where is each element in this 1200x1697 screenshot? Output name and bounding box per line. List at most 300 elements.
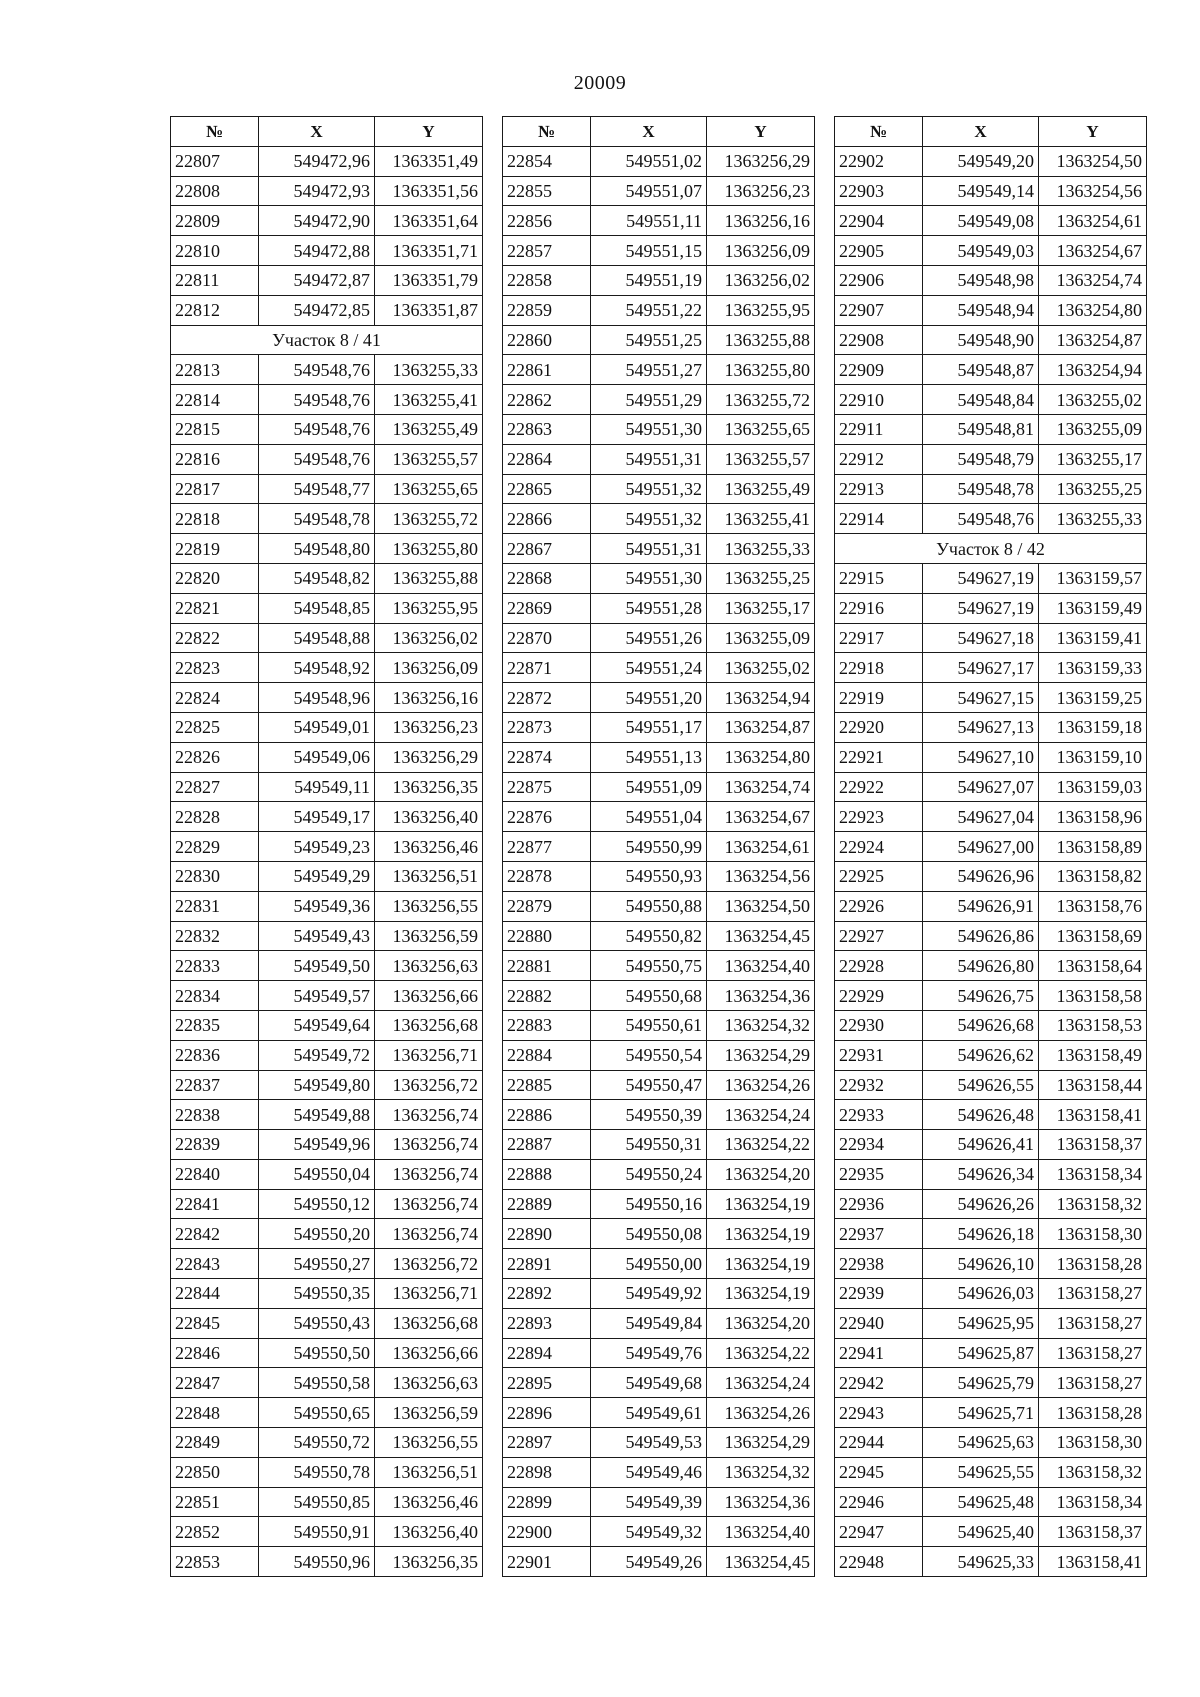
point-number-cell: 22840 bbox=[171, 1159, 259, 1189]
point-number-cell: 22893 bbox=[503, 1308, 591, 1338]
table-row bbox=[503, 1159, 815, 1189]
x-coordinate-cell: 549551,22 bbox=[591, 295, 707, 325]
point-number-cell: 22835 bbox=[171, 1010, 259, 1040]
table-row bbox=[835, 593, 1147, 623]
header-y: Y bbox=[707, 117, 815, 147]
x-coordinate-cell: 549549,11 bbox=[259, 772, 375, 802]
y-coordinate-cell: 1363254,74 bbox=[1039, 265, 1147, 295]
x-coordinate-cell: 549551,32 bbox=[591, 504, 707, 534]
y-coordinate-cell: 1363254,24 bbox=[707, 1100, 815, 1130]
table-row bbox=[171, 444, 483, 474]
table-row bbox=[503, 1100, 815, 1130]
y-coordinate-cell: 1363351,64 bbox=[375, 206, 483, 236]
y-coordinate-cell: 1363256,02 bbox=[375, 623, 483, 653]
table-row bbox=[171, 861, 483, 891]
point-number-cell: 22861 bbox=[503, 355, 591, 385]
y-coordinate-cell: 1363254,36 bbox=[707, 981, 815, 1011]
x-coordinate-cell: 549549,53 bbox=[591, 1428, 707, 1458]
x-coordinate-cell: 549550,08 bbox=[591, 1219, 707, 1249]
y-coordinate-cell: 1363255,65 bbox=[707, 414, 815, 444]
x-coordinate-cell: 549625,63 bbox=[923, 1428, 1039, 1458]
table-row bbox=[171, 474, 483, 504]
x-coordinate-cell: 549549,92 bbox=[591, 1279, 707, 1309]
header-y: Y bbox=[1039, 117, 1147, 147]
x-coordinate-cell: 549551,25 bbox=[591, 325, 707, 355]
table-row bbox=[171, 414, 483, 444]
point-number-cell: 22891 bbox=[503, 1249, 591, 1279]
table-row bbox=[503, 474, 815, 504]
x-coordinate-cell: 549551,15 bbox=[591, 236, 707, 266]
point-number-cell: 22841 bbox=[171, 1189, 259, 1219]
x-coordinate-cell: 549626,68 bbox=[923, 1010, 1039, 1040]
point-number-cell: 22884 bbox=[503, 1040, 591, 1070]
point-number-cell: 22911 bbox=[835, 414, 923, 444]
table-row bbox=[171, 295, 483, 325]
table-row bbox=[835, 146, 1147, 176]
table-row bbox=[503, 414, 815, 444]
point-number-cell: 22832 bbox=[171, 921, 259, 951]
point-number-cell: 22843 bbox=[171, 1249, 259, 1279]
x-coordinate-cell: 549551,28 bbox=[591, 593, 707, 623]
y-coordinate-cell: 1363159,18 bbox=[1039, 712, 1147, 742]
table-row bbox=[171, 1249, 483, 1279]
point-number-cell: 22895 bbox=[503, 1368, 591, 1398]
y-coordinate-cell: 1363254,67 bbox=[707, 802, 815, 832]
table-row bbox=[171, 832, 483, 862]
x-coordinate-cell: 549548,98 bbox=[923, 265, 1039, 295]
table-row bbox=[835, 1517, 1147, 1547]
table-row bbox=[503, 1010, 815, 1040]
x-coordinate-cell: 549626,75 bbox=[923, 981, 1039, 1011]
table-row bbox=[835, 861, 1147, 891]
x-coordinate-cell: 549626,91 bbox=[923, 891, 1039, 921]
point-number-cell: 22878 bbox=[503, 861, 591, 891]
y-coordinate-cell: 1363254,94 bbox=[1039, 355, 1147, 385]
x-coordinate-cell: 549627,00 bbox=[923, 832, 1039, 862]
x-coordinate-cell: 549627,10 bbox=[923, 742, 1039, 772]
point-number-cell: 22817 bbox=[171, 474, 259, 504]
y-coordinate-cell: 1363256,63 bbox=[375, 1368, 483, 1398]
x-coordinate-cell: 549548,76 bbox=[259, 444, 375, 474]
table-row bbox=[835, 1010, 1147, 1040]
x-coordinate-cell: 549551,31 bbox=[591, 534, 707, 564]
x-coordinate-cell: 549625,71 bbox=[923, 1398, 1039, 1428]
point-number-cell: 22857 bbox=[503, 236, 591, 266]
table-row bbox=[503, 1517, 815, 1547]
x-coordinate-cell: 549548,77 bbox=[259, 474, 375, 504]
point-number-cell: 22855 bbox=[503, 176, 591, 206]
y-coordinate-cell: 1363256,72 bbox=[375, 1249, 483, 1279]
point-number-cell: 22906 bbox=[835, 265, 923, 295]
x-coordinate-cell: 549548,94 bbox=[923, 295, 1039, 325]
y-coordinate-cell: 1363254,94 bbox=[707, 683, 815, 713]
x-coordinate-cell: 549549,36 bbox=[259, 891, 375, 921]
table-row bbox=[835, 921, 1147, 951]
table-row bbox=[503, 146, 815, 176]
table-row bbox=[503, 1398, 815, 1428]
table-row bbox=[503, 921, 815, 951]
section-title: Участок 8 / 41 bbox=[171, 325, 483, 355]
x-coordinate-cell: 549551,31 bbox=[591, 444, 707, 474]
y-coordinate-cell: 1363159,41 bbox=[1039, 623, 1147, 653]
point-number-cell: 22934 bbox=[835, 1130, 923, 1160]
table-row bbox=[503, 1279, 815, 1309]
y-coordinate-cell: 1363256,02 bbox=[707, 265, 815, 295]
point-number-cell: 22948 bbox=[835, 1547, 923, 1577]
x-coordinate-cell: 549626,03 bbox=[923, 1279, 1039, 1309]
table-row bbox=[503, 653, 815, 683]
y-coordinate-cell: 1363255,95 bbox=[707, 295, 815, 325]
y-coordinate-cell: 1363158,37 bbox=[1039, 1130, 1147, 1160]
y-coordinate-cell: 1363256,63 bbox=[375, 951, 483, 981]
point-number-cell: 22859 bbox=[503, 295, 591, 325]
x-coordinate-cell: 549549,03 bbox=[923, 236, 1039, 266]
y-coordinate-cell: 1363254,80 bbox=[1039, 295, 1147, 325]
x-coordinate-cell: 549550,27 bbox=[259, 1249, 375, 1279]
table-row bbox=[835, 1338, 1147, 1368]
y-coordinate-cell: 1363255,49 bbox=[707, 474, 815, 504]
point-number-cell: 22910 bbox=[835, 385, 923, 415]
point-number-cell: 22847 bbox=[171, 1368, 259, 1398]
point-number-cell: 22871 bbox=[503, 653, 591, 683]
table-row bbox=[835, 653, 1147, 683]
x-coordinate-cell: 549548,92 bbox=[259, 653, 375, 683]
point-number-cell: 22915 bbox=[835, 563, 923, 593]
point-number-cell: 22945 bbox=[835, 1457, 923, 1487]
table-row bbox=[171, 563, 483, 593]
y-coordinate-cell: 1363255,25 bbox=[1039, 474, 1147, 504]
x-coordinate-cell: 549627,07 bbox=[923, 772, 1039, 802]
point-number-cell: 22856 bbox=[503, 206, 591, 236]
table-row bbox=[835, 1040, 1147, 1070]
x-coordinate-cell: 549550,35 bbox=[259, 1279, 375, 1309]
table-row bbox=[171, 265, 483, 295]
x-coordinate-cell: 549550,65 bbox=[259, 1398, 375, 1428]
point-number-cell: 22925 bbox=[835, 861, 923, 891]
point-number-cell: 22866 bbox=[503, 504, 591, 534]
point-number-cell: 22842 bbox=[171, 1219, 259, 1249]
y-coordinate-cell: 1363254,36 bbox=[707, 1487, 815, 1517]
x-coordinate-cell: 549625,48 bbox=[923, 1487, 1039, 1517]
y-coordinate-cell: 1363256,71 bbox=[375, 1279, 483, 1309]
table-row bbox=[503, 325, 815, 355]
x-coordinate-cell: 549550,20 bbox=[259, 1219, 375, 1249]
y-coordinate-cell: 1363254,87 bbox=[1039, 325, 1147, 355]
x-coordinate-cell: 549551,09 bbox=[591, 772, 707, 802]
y-coordinate-cell: 1363256,09 bbox=[707, 236, 815, 266]
y-coordinate-cell: 1363158,27 bbox=[1039, 1338, 1147, 1368]
table-row bbox=[171, 1428, 483, 1458]
y-coordinate-cell: 1363159,49 bbox=[1039, 593, 1147, 623]
point-number-cell: 22930 bbox=[835, 1010, 923, 1040]
y-coordinate-cell: 1363256,68 bbox=[375, 1308, 483, 1338]
point-number-cell: 22850 bbox=[171, 1457, 259, 1487]
point-number-cell: 22845 bbox=[171, 1308, 259, 1338]
coordinate-table-2 bbox=[502, 116, 815, 1577]
y-coordinate-cell: 1363256,72 bbox=[375, 1070, 483, 1100]
table-row bbox=[503, 504, 815, 534]
y-coordinate-cell: 1363158,37 bbox=[1039, 1517, 1147, 1547]
point-number-cell: 22902 bbox=[835, 146, 923, 176]
x-coordinate-cell: 549625,33 bbox=[923, 1547, 1039, 1577]
x-coordinate-cell: 549548,80 bbox=[259, 534, 375, 564]
x-coordinate-cell: 549549,64 bbox=[259, 1010, 375, 1040]
point-number-cell: 22848 bbox=[171, 1398, 259, 1428]
point-number-cell: 22883 bbox=[503, 1010, 591, 1040]
y-coordinate-cell: 1363254,61 bbox=[707, 832, 815, 862]
x-coordinate-cell: 549550,16 bbox=[591, 1189, 707, 1219]
y-coordinate-cell: 1363256,68 bbox=[375, 1010, 483, 1040]
y-coordinate-cell: 1363254,26 bbox=[707, 1070, 815, 1100]
page-number: 20009 bbox=[573, 72, 627, 94]
x-coordinate-cell: 549549,50 bbox=[259, 951, 375, 981]
table-row bbox=[503, 444, 815, 474]
point-number-cell: 22931 bbox=[835, 1040, 923, 1070]
y-coordinate-cell: 1363158,76 bbox=[1039, 891, 1147, 921]
point-number-cell: 22874 bbox=[503, 742, 591, 772]
table-row bbox=[503, 861, 815, 891]
point-number-cell: 22913 bbox=[835, 474, 923, 504]
point-number-cell: 22852 bbox=[171, 1517, 259, 1547]
section-title: Участок 8 / 42 bbox=[835, 534, 1147, 564]
table-row bbox=[171, 921, 483, 951]
point-number-cell: 22833 bbox=[171, 951, 259, 981]
point-number-cell: 22905 bbox=[835, 236, 923, 266]
header-x: X bbox=[923, 117, 1039, 147]
table-row bbox=[171, 355, 483, 385]
y-coordinate-cell: 1363254,80 bbox=[707, 742, 815, 772]
table-row bbox=[835, 236, 1147, 266]
y-coordinate-cell: 1363158,32 bbox=[1039, 1189, 1147, 1219]
y-coordinate-cell: 1363255,02 bbox=[707, 653, 815, 683]
x-coordinate-cell: 549548,76 bbox=[259, 385, 375, 415]
table-row bbox=[171, 206, 483, 236]
point-number-cell: 22882 bbox=[503, 981, 591, 1011]
y-coordinate-cell: 1363256,35 bbox=[375, 772, 483, 802]
point-number-cell: 22810 bbox=[171, 236, 259, 266]
x-coordinate-cell: 549626,80 bbox=[923, 951, 1039, 981]
table-row bbox=[171, 772, 483, 802]
x-coordinate-cell: 549551,19 bbox=[591, 265, 707, 295]
x-coordinate-cell: 549548,76 bbox=[259, 414, 375, 444]
x-coordinate-cell: 549550,72 bbox=[259, 1428, 375, 1458]
x-coordinate-cell: 549627,19 bbox=[923, 563, 1039, 593]
y-coordinate-cell: 1363158,27 bbox=[1039, 1308, 1147, 1338]
y-coordinate-cell: 1363254,32 bbox=[707, 1010, 815, 1040]
x-coordinate-cell: 549549,76 bbox=[591, 1338, 707, 1368]
table-row bbox=[503, 534, 815, 564]
table-row bbox=[503, 1547, 815, 1577]
table-row bbox=[171, 1279, 483, 1309]
x-coordinate-cell: 549548,84 bbox=[923, 385, 1039, 415]
x-coordinate-cell: 549551,11 bbox=[591, 206, 707, 236]
y-coordinate-cell: 1363256,74 bbox=[375, 1219, 483, 1249]
y-coordinate-cell: 1363256,23 bbox=[375, 712, 483, 742]
x-coordinate-cell: 549549,96 bbox=[259, 1130, 375, 1160]
point-number-cell: 22868 bbox=[503, 563, 591, 593]
table-row bbox=[503, 623, 815, 653]
y-coordinate-cell: 1363256,16 bbox=[375, 683, 483, 713]
point-number-cell: 22900 bbox=[503, 1517, 591, 1547]
table-row bbox=[171, 802, 483, 832]
x-coordinate-cell: 549625,79 bbox=[923, 1368, 1039, 1398]
y-coordinate-cell: 1363255,33 bbox=[707, 534, 815, 564]
point-number-cell: 22824 bbox=[171, 683, 259, 713]
table-row bbox=[835, 414, 1147, 444]
point-number-cell: 22858 bbox=[503, 265, 591, 295]
x-coordinate-cell: 549551,32 bbox=[591, 474, 707, 504]
y-coordinate-cell: 1363254,26 bbox=[707, 1398, 815, 1428]
y-coordinate-cell: 1363255,49 bbox=[375, 414, 483, 444]
x-coordinate-cell: 549549,72 bbox=[259, 1040, 375, 1070]
table-row bbox=[503, 1428, 815, 1458]
table-row bbox=[171, 653, 483, 683]
x-coordinate-cell: 549627,17 bbox=[923, 653, 1039, 683]
y-coordinate-cell: 1363255,17 bbox=[1039, 444, 1147, 474]
point-number-cell: 22822 bbox=[171, 623, 259, 653]
table-row bbox=[171, 623, 483, 653]
point-number-cell: 22836 bbox=[171, 1040, 259, 1070]
table-row bbox=[171, 891, 483, 921]
x-coordinate-cell: 549472,93 bbox=[259, 176, 375, 206]
point-number-cell: 22829 bbox=[171, 832, 259, 862]
table-row bbox=[835, 1308, 1147, 1338]
point-number-cell: 22830 bbox=[171, 861, 259, 891]
x-coordinate-cell: 549626,86 bbox=[923, 921, 1039, 951]
point-number-cell: 22808 bbox=[171, 176, 259, 206]
y-coordinate-cell: 1363255,33 bbox=[1039, 504, 1147, 534]
x-coordinate-cell: 549549,26 bbox=[591, 1547, 707, 1577]
table-row bbox=[503, 1040, 815, 1070]
y-coordinate-cell: 1363256,29 bbox=[707, 146, 815, 176]
y-coordinate-cell: 1363254,56 bbox=[707, 861, 815, 891]
y-coordinate-cell: 1363158,89 bbox=[1039, 832, 1147, 862]
point-number-cell: 22904 bbox=[835, 206, 923, 236]
point-number-cell: 22892 bbox=[503, 1279, 591, 1309]
y-coordinate-cell: 1363256,66 bbox=[375, 981, 483, 1011]
point-number-cell: 22943 bbox=[835, 1398, 923, 1428]
point-number-cell: 22879 bbox=[503, 891, 591, 921]
table-row bbox=[835, 206, 1147, 236]
table-row bbox=[171, 1457, 483, 1487]
table-row bbox=[835, 385, 1147, 415]
y-coordinate-cell: 1363254,56 bbox=[1039, 176, 1147, 206]
y-coordinate-cell: 1363159,25 bbox=[1039, 683, 1147, 713]
y-coordinate-cell: 1363256,35 bbox=[375, 1547, 483, 1577]
y-coordinate-cell: 1363254,50 bbox=[707, 891, 815, 921]
table-row bbox=[503, 1338, 815, 1368]
y-coordinate-cell: 1363255,80 bbox=[707, 355, 815, 385]
y-coordinate-cell: 1363254,22 bbox=[707, 1338, 815, 1368]
point-number-cell: 22809 bbox=[171, 206, 259, 236]
y-coordinate-cell: 1363256,55 bbox=[375, 891, 483, 921]
x-coordinate-cell: 549550,96 bbox=[259, 1547, 375, 1577]
point-number-cell: 22816 bbox=[171, 444, 259, 474]
y-coordinate-cell: 1363255,02 bbox=[1039, 385, 1147, 415]
x-coordinate-cell: 549549,57 bbox=[259, 981, 375, 1011]
x-coordinate-cell: 549472,96 bbox=[259, 146, 375, 176]
x-coordinate-cell: 549548,96 bbox=[259, 683, 375, 713]
table-row bbox=[835, 623, 1147, 653]
coordinate-table-1 bbox=[170, 116, 483, 1577]
x-coordinate-cell: 549550,47 bbox=[591, 1070, 707, 1100]
point-number-cell: 22880 bbox=[503, 921, 591, 951]
point-number-cell: 22940 bbox=[835, 1308, 923, 1338]
point-number-cell: 22821 bbox=[171, 593, 259, 623]
table-row bbox=[835, 1398, 1147, 1428]
x-coordinate-cell: 549627,18 bbox=[923, 623, 1039, 653]
table-row bbox=[503, 683, 815, 713]
point-number-cell: 22896 bbox=[503, 1398, 591, 1428]
table-row bbox=[503, 891, 815, 921]
y-coordinate-cell: 1363158,49 bbox=[1039, 1040, 1147, 1070]
x-coordinate-cell: 549549,17 bbox=[259, 802, 375, 832]
y-coordinate-cell: 1363158,34 bbox=[1039, 1487, 1147, 1517]
x-coordinate-cell: 549549,68 bbox=[591, 1368, 707, 1398]
table-row bbox=[171, 1219, 483, 1249]
table-row bbox=[503, 1487, 815, 1517]
x-coordinate-cell: 549550,85 bbox=[259, 1487, 375, 1517]
table-row bbox=[171, 1070, 483, 1100]
y-coordinate-cell: 1363255,17 bbox=[707, 593, 815, 623]
table-row bbox=[835, 802, 1147, 832]
y-coordinate-cell: 1363351,79 bbox=[375, 265, 483, 295]
table-row bbox=[503, 1249, 815, 1279]
x-coordinate-cell: 549551,30 bbox=[591, 563, 707, 593]
table-row bbox=[171, 1398, 483, 1428]
table-row bbox=[835, 444, 1147, 474]
point-number-cell: 22907 bbox=[835, 295, 923, 325]
table-row bbox=[503, 832, 815, 862]
point-number-cell: 22820 bbox=[171, 563, 259, 593]
x-coordinate-cell: 549549,39 bbox=[591, 1487, 707, 1517]
section-header-row bbox=[835, 534, 1147, 564]
table-row bbox=[835, 742, 1147, 772]
y-coordinate-cell: 1363256,46 bbox=[375, 832, 483, 862]
table-row bbox=[171, 951, 483, 981]
table-row bbox=[835, 683, 1147, 713]
x-coordinate-cell: 549627,13 bbox=[923, 712, 1039, 742]
y-coordinate-cell: 1363254,29 bbox=[707, 1040, 815, 1070]
table-row bbox=[503, 563, 815, 593]
point-number-cell: 22814 bbox=[171, 385, 259, 415]
y-coordinate-cell: 1363255,09 bbox=[707, 623, 815, 653]
point-number-cell: 22944 bbox=[835, 1428, 923, 1458]
table-row bbox=[503, 1308, 815, 1338]
y-coordinate-cell: 1363255,95 bbox=[375, 593, 483, 623]
point-number-cell: 22916 bbox=[835, 593, 923, 623]
y-coordinate-cell: 1363158,41 bbox=[1039, 1100, 1147, 1130]
y-coordinate-cell: 1363158,32 bbox=[1039, 1457, 1147, 1487]
table-row bbox=[503, 1219, 815, 1249]
table-row bbox=[835, 325, 1147, 355]
y-coordinate-cell: 1363255,88 bbox=[707, 325, 815, 355]
x-coordinate-cell: 549548,85 bbox=[259, 593, 375, 623]
y-coordinate-cell: 1363256,09 bbox=[375, 653, 483, 683]
point-number-cell: 22928 bbox=[835, 951, 923, 981]
x-coordinate-cell: 549549,84 bbox=[591, 1308, 707, 1338]
table-row bbox=[171, 385, 483, 415]
y-coordinate-cell: 1363255,41 bbox=[375, 385, 483, 415]
y-coordinate-cell: 1363158,69 bbox=[1039, 921, 1147, 951]
point-number-cell: 22844 bbox=[171, 1279, 259, 1309]
x-coordinate-cell: 549472,88 bbox=[259, 236, 375, 266]
point-number-cell: 22921 bbox=[835, 742, 923, 772]
x-coordinate-cell: 549548,90 bbox=[923, 325, 1039, 355]
y-coordinate-cell: 1363255,65 bbox=[375, 474, 483, 504]
table-row bbox=[171, 236, 483, 266]
x-coordinate-cell: 549548,82 bbox=[259, 563, 375, 593]
